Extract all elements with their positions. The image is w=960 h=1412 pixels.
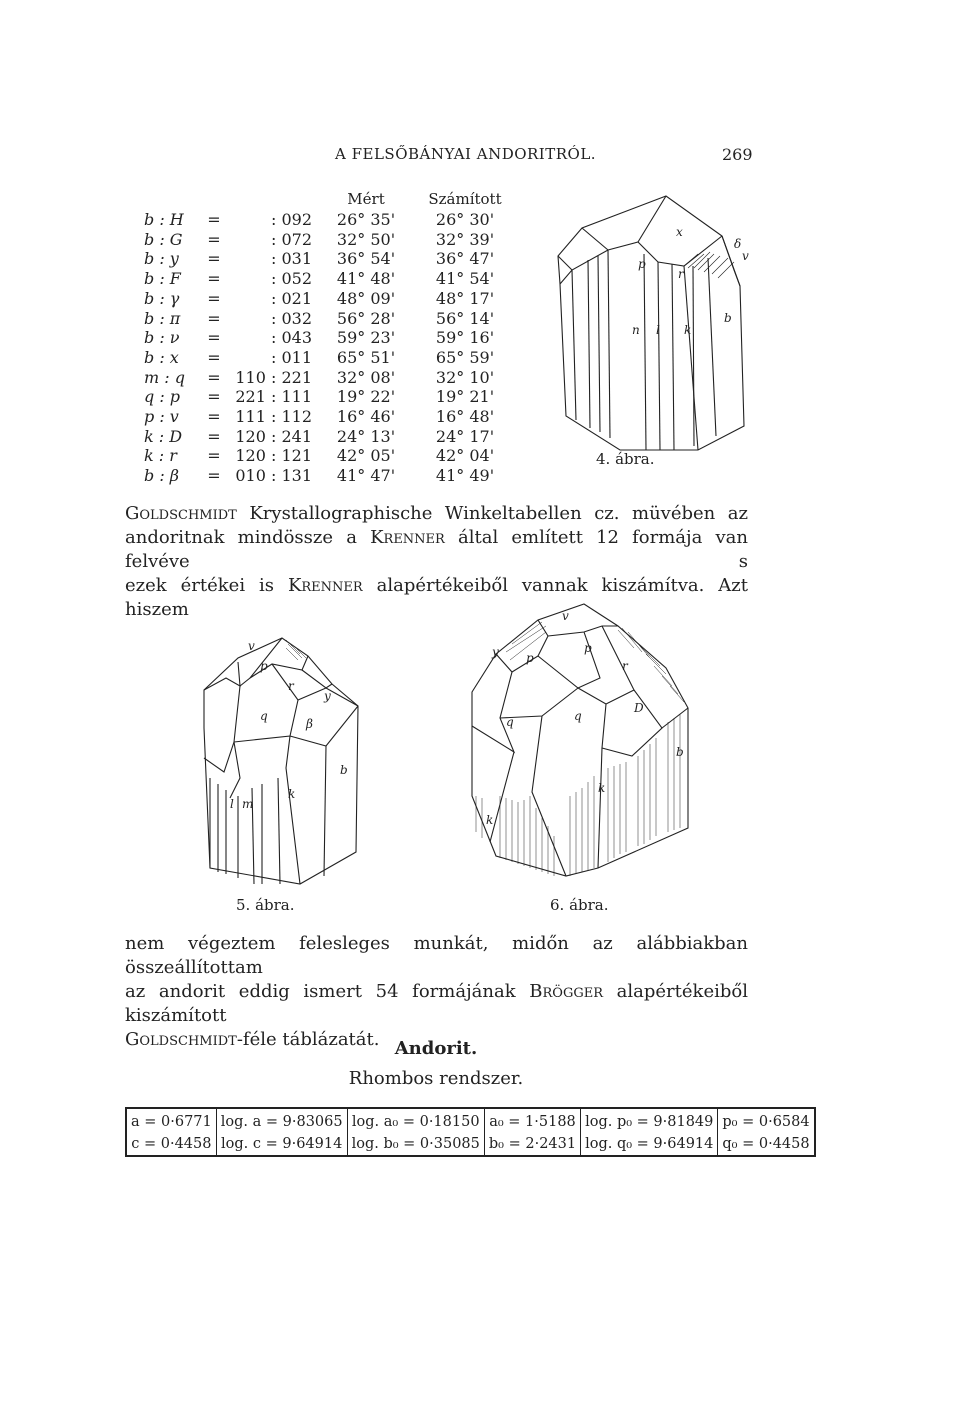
angle-pair: k : r — [144, 446, 177, 466]
angle-index: : 043 — [270, 328, 312, 348]
paragraph-2-text-2a: az andorit eddig ismert 54 formájának — [125, 981, 530, 1002]
fig4-label-k: k — [684, 323, 692, 337]
angle-index: : 032 — [270, 308, 312, 328]
angle-measured: 16° 46' — [336, 407, 396, 427]
angle-index: : 011 — [270, 347, 312, 367]
angle-row — [140, 427, 514, 447]
angle-pair: p : v — [144, 407, 179, 427]
angle-row — [140, 230, 514, 250]
angle-pair: k : D — [144, 426, 183, 446]
angle-measured: 26° 35' — [336, 210, 396, 229]
fig6-label-D: D — [634, 701, 644, 715]
angle-pair: b : ν — [144, 328, 180, 348]
fig5-label-beta: β — [306, 717, 313, 731]
angle-row — [140, 249, 514, 269]
fig6-label-y: y — [492, 645, 499, 659]
angle-index: 120 : 121 — [235, 446, 312, 466]
angle-measured: 36° 54' — [336, 249, 396, 269]
fig5-label-q: q — [260, 709, 268, 723]
angle-calculated: 48° 17' — [435, 288, 495, 308]
angle-pair: b : γ — [144, 288, 180, 308]
angle-row — [140, 269, 514, 289]
constant-cell: log. c = 9·64914 — [216, 1133, 347, 1156]
angle-eq: = — [207, 269, 221, 289]
angle-pair: b : H — [144, 210, 184, 229]
fig4-label-l: l — [656, 323, 660, 337]
angle-table-header — [140, 188, 514, 210]
paragraph-1-text-3b: alapértékeiből vannak kiszámítva. Azt hiszem — [125, 575, 748, 620]
constant-cell: q₀ = 0·4458 — [718, 1133, 815, 1156]
author-goldschmidt-2: Goldschmidt — [125, 1029, 237, 1050]
paragraph-2 — [125, 932, 748, 1052]
page-number: 269 — [722, 145, 753, 164]
paragraph-1-text-1: Krystallographische Winkeltabellen cz. müvében az — [236, 503, 748, 524]
running-title: A FELSŐBÁNYAI ANDORITRÓL. — [335, 145, 597, 163]
author-goldschmidt: Goldschmidt — [125, 503, 237, 524]
angle-pair: b : F — [144, 269, 181, 289]
fig4-label-r: r — [678, 267, 684, 281]
angle-table — [140, 188, 514, 486]
angle-row — [140, 289, 514, 309]
col-measured: Mért — [347, 190, 385, 208]
angle-measured: 41° 48' — [336, 269, 396, 289]
angle-measured: 24° 13' — [336, 426, 396, 446]
angle-eq: = — [207, 347, 221, 367]
angle-measured: 42° 05' — [336, 446, 396, 466]
angle-eq: = — [207, 308, 221, 328]
angle-index: : 092 — [270, 210, 312, 229]
angle-row — [140, 309, 514, 329]
angle-index: : 031 — [270, 249, 312, 269]
constant-cell: c = 0·4458 — [131, 1136, 212, 1152]
fig5-label-m: m — [242, 797, 254, 811]
fig6-label-p-2: p — [584, 641, 592, 655]
angle-pair: m : q — [144, 367, 185, 387]
angle-eq: = — [207, 328, 221, 348]
angle-row — [140, 348, 514, 368]
angle-calculated: 41° 49' — [435, 466, 495, 486]
angle-measured: 65° 51' — [336, 347, 396, 367]
figure-4-caption: 4. ábra. — [596, 450, 655, 468]
angle-calculated: 24° 17' — [435, 426, 495, 446]
angle-pair: b : β — [144, 466, 180, 486]
fig5-label-y: y — [324, 689, 331, 703]
angle-eq: = — [207, 210, 221, 229]
angle-eq: = — [207, 249, 221, 269]
angle-pair: b : π — [144, 308, 181, 328]
angle-index: 120 : 241 — [235, 426, 312, 446]
constant-cell: log. p₀ = 9·81849 — [581, 1108, 718, 1133]
paragraph-1-text-3a: ezek értékei is — [125, 575, 288, 596]
angle-row — [140, 368, 514, 388]
angle-calculated: 59° 16' — [435, 328, 495, 348]
paragraph-1-line-2 — [125, 526, 748, 574]
fig6-label-r: r — [622, 659, 628, 673]
constant-cell: p₀ = 0·6584 — [718, 1108, 815, 1133]
angle-measured: 32° 50' — [336, 229, 396, 249]
angle-row — [140, 387, 514, 407]
fig5-label-k: k — [288, 787, 296, 801]
fig4-label-n: n — [632, 323, 640, 337]
fig4-label-p: p — [638, 257, 646, 271]
paragraph-2-line-2 — [125, 980, 748, 1028]
constant-cell: log. q₀ = 9·64914 — [581, 1133, 718, 1156]
mineral-title: Andorit. — [394, 1038, 478, 1059]
angle-calculated: 32° 39' — [435, 229, 495, 249]
angle-measured: 19° 22' — [336, 387, 396, 407]
angle-eq: = — [207, 407, 221, 427]
fig5-label-v: v — [248, 639, 255, 653]
angle-eq: = — [207, 367, 221, 387]
angle-index: 221 : 111 — [235, 387, 312, 407]
angle-index: 110 : 221 — [235, 367, 312, 387]
angle-row — [140, 407, 514, 427]
constants-row — [126, 1108, 815, 1133]
fig4-label-v: v — [742, 249, 749, 263]
angle-measured: 32° 08' — [336, 367, 396, 387]
fig4-label-delta: δ — [734, 237, 742, 251]
paragraph-1-text-2b: által említett 12 formája van felvéve s — [125, 527, 748, 572]
angle-measured: 48° 09' — [336, 288, 396, 308]
paragraph-1-line-1 — [125, 502, 748, 526]
author-brogger: Brögger — [529, 981, 604, 1002]
angle-calculated: 65° 59' — [435, 347, 495, 367]
paragraph-2-text-3b: -féle táblázatát. — [236, 1029, 380, 1050]
angle-eq: = — [207, 229, 221, 249]
constant-cell: log. b₀ = 0·35085 — [347, 1133, 484, 1156]
fig6-label-b: b — [676, 745, 684, 759]
constants-row — [126, 1133, 815, 1156]
col-calculated: Számított — [428, 190, 502, 208]
angle-eq: = — [207, 288, 221, 308]
angle-measured: 56° 28' — [336, 308, 396, 328]
angle-calculated: 19° 21' — [435, 387, 495, 407]
constants-table — [125, 1107, 816, 1157]
angle-index: : 021 — [270, 288, 312, 308]
angle-row — [140, 466, 514, 486]
angle-eq: = — [207, 466, 221, 486]
angle-row — [140, 446, 514, 466]
angle-calculated: 42° 04' — [435, 446, 495, 466]
angle-index: 010 : 131 — [235, 466, 312, 486]
crystal-system: Rhombos rendszer. — [348, 1068, 524, 1089]
fig6-label-v: v — [562, 609, 569, 623]
angle-index: 111 : 112 — [235, 407, 312, 427]
angle-pair: b : G — [144, 229, 183, 249]
angle-calculated: 32° 10' — [435, 367, 495, 387]
angle-index: : 052 — [270, 269, 312, 289]
paragraph-2-text-2b: alapértékeiből kiszámított — [125, 981, 748, 1026]
constant-cell: log. a₀ = 0·18150 — [347, 1108, 484, 1133]
angle-measured: 41° 47' — [336, 466, 396, 486]
author-krenner-2: Krenner — [287, 575, 363, 596]
angle-calculated: 16° 48' — [435, 407, 495, 427]
author-krenner: Krenner — [370, 527, 445, 548]
fig5-label-l: l — [230, 797, 234, 811]
angle-row — [140, 210, 514, 230]
angle-calculated: 56° 14' — [435, 308, 495, 328]
fig5-label-p: p — [260, 659, 268, 673]
fig5-label-b: b — [340, 763, 348, 777]
angle-eq: = — [207, 426, 221, 446]
fig4-label-x: x — [676, 225, 683, 239]
figure-6-crystal — [466, 596, 696, 882]
constant-cell: log. a = 9·83065 — [216, 1108, 347, 1133]
angle-calculated: 36° 47' — [435, 249, 495, 269]
fig4-label-b: b — [724, 311, 732, 325]
angle-index: : 072 — [270, 229, 312, 249]
fig6-label-p: p — [526, 651, 534, 665]
constant-cell: a = 0·6771 — [131, 1114, 212, 1130]
angle-calculated: 41° 54' — [435, 269, 495, 289]
paragraph-2-line-1: nem végeztem felesleges munkát, midőn az alábbiakban összeállítottam — [125, 933, 748, 978]
angle-row — [140, 328, 514, 348]
fig6-label-k: k — [486, 813, 494, 827]
fig6-label-q: q — [506, 715, 514, 729]
angle-pair: b : y — [144, 249, 179, 269]
angle-eq: = — [207, 446, 221, 466]
angle-calculated: 26° 30' — [435, 210, 495, 229]
fig6-label-q-2: q — [574, 709, 582, 723]
figure-6-caption: 6. ábra. — [550, 896, 609, 914]
angle-measured: 59° 23' — [336, 328, 396, 348]
figure-4-crystal — [548, 188, 768, 478]
constant-cell: a₀ = 1·5188 — [484, 1108, 580, 1133]
angle-pair: q : p — [144, 387, 181, 407]
figure-5-caption: 5. ábra. — [236, 896, 295, 914]
constant-cell: b₀ = 2·2431 — [484, 1133, 580, 1156]
paragraph-1-text-2a: andoritnak mindössze a — [125, 527, 371, 548]
fig6-label-k-2: k — [598, 781, 606, 795]
angle-eq: = — [207, 387, 221, 407]
fig5-label-r: r — [288, 679, 294, 693]
figure-5-crystal — [190, 628, 370, 890]
angle-pair: b : x — [144, 347, 179, 367]
